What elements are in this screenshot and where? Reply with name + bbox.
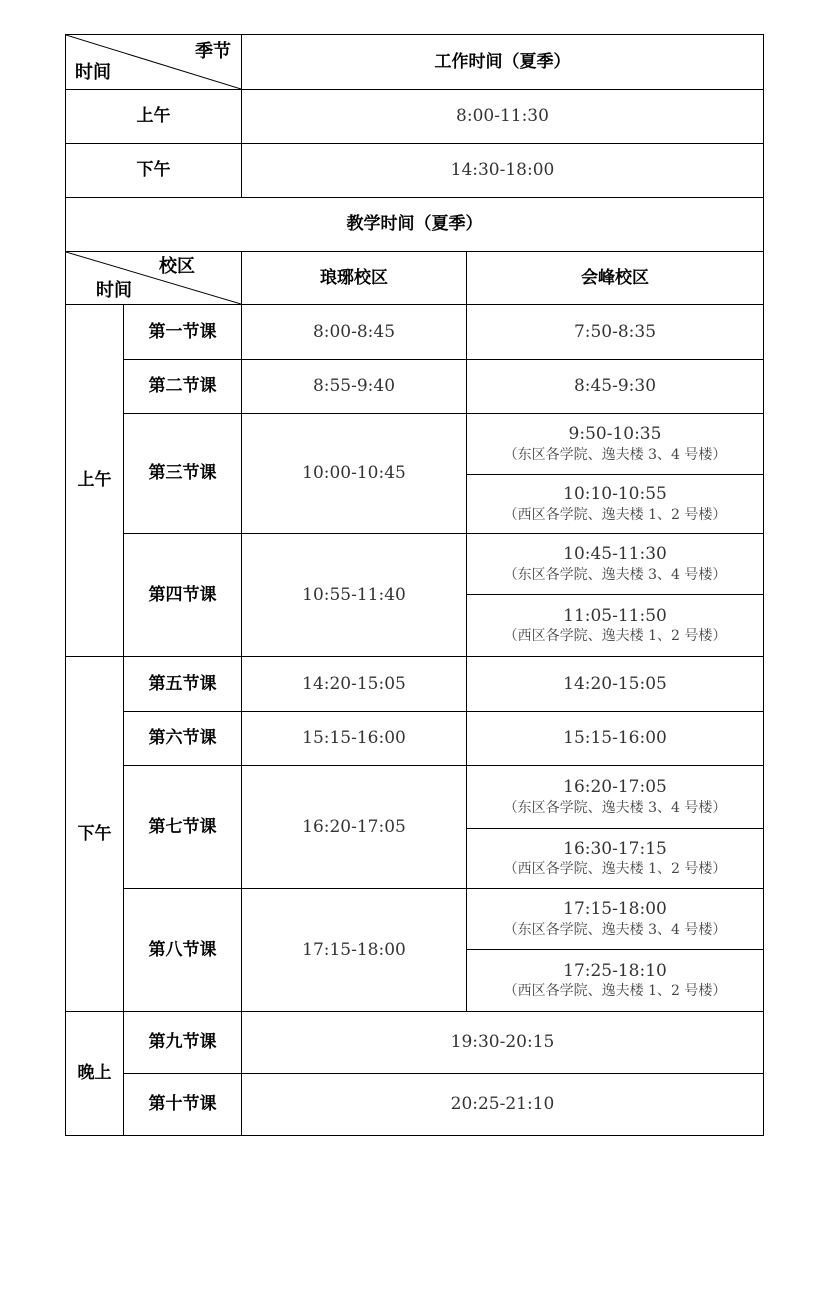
class-name: 第五节课 <box>124 657 242 712</box>
diagonal-line <box>66 252 241 304</box>
langya-time: 10:55-11:40 <box>242 534 467 657</box>
huifeng-west-time: 10:10-10:55 <box>563 484 667 505</box>
work-row-time: 14:30-18:00 <box>242 144 764 198</box>
langya-time: 17:15-18:00 <box>242 889 467 1012</box>
corner-season-label: 季节 <box>195 41 231 62</box>
huifeng-east-cell <box>467 414 764 475</box>
class-name: 第七节课 <box>124 766 242 889</box>
period-morning: 上午 <box>66 305 124 657</box>
class-row <box>66 360 764 414</box>
langya-time: 10:00-10:45 <box>242 414 467 534</box>
teaching-time-title: 教学时间（夏季） <box>66 198 764 252</box>
class-row <box>66 657 764 712</box>
class-row <box>66 889 764 950</box>
work-time-title: 工作时间（夏季） <box>242 35 764 90</box>
west-area-note: （西区各学院、逸夫楼 1、2 号楼） <box>503 983 727 1000</box>
corner-time-label: 时间 <box>96 280 132 302</box>
huifeng-west-time: 11:05-11:50 <box>563 605 667 626</box>
class-name: 第三节课 <box>124 414 242 534</box>
work-row <box>66 144 764 198</box>
huifeng-time: 14:20-15:05 <box>467 657 764 712</box>
class-name: 第十节课 <box>124 1074 242 1136</box>
huifeng-west-time: 16:30-17:15 <box>563 838 667 859</box>
huifeng-west-cell <box>467 595 764 657</box>
east-area-note: （东区各学院、逸夫楼 3、4 号楼） <box>503 799 727 816</box>
campus-huifeng-header: 会峰校区 <box>467 252 764 305</box>
huifeng-west-cell <box>467 475 764 534</box>
class-name: 第二节课 <box>124 360 242 414</box>
east-area-note: （东区各学院、逸夫楼 3、4 号楼） <box>503 921 727 938</box>
huifeng-east-cell <box>467 889 764 950</box>
class-row <box>66 712 764 766</box>
langya-time: 8:55-9:40 <box>242 360 467 414</box>
west-area-note: （西区各学院、逸夫楼 1、2 号楼） <box>503 628 727 645</box>
period-evening: 晚上 <box>66 1012 124 1136</box>
work-row-label: 下午 <box>66 144 242 198</box>
class-name: 第一节课 <box>124 305 242 360</box>
class-name: 第九节课 <box>124 1012 242 1074</box>
teach-corner-cell <box>66 252 242 305</box>
work-header-row <box>66 35 764 90</box>
west-area-note: （西区各学院、逸夫楼 1、2 号楼） <box>503 506 727 523</box>
work-row-time: 8:00-11:30 <box>242 90 764 144</box>
huifeng-east-time: 16:20-17:05 <box>563 777 667 798</box>
class-name: 第四节课 <box>124 534 242 657</box>
class-row <box>66 414 764 475</box>
corner-campus-label: 校区 <box>159 256 195 277</box>
east-area-note: （东区各学院、逸夫楼 3、4 号楼） <box>503 566 727 583</box>
teach-header-row <box>66 252 764 305</box>
huifeng-east-cell <box>467 534 764 595</box>
class-row <box>66 766 764 829</box>
huifeng-east-time: 10:45-11:30 <box>563 544 667 565</box>
huifeng-east-time: 17:15-18:00 <box>563 899 667 920</box>
huifeng-west-time: 17:25-18:10 <box>563 960 667 981</box>
langya-time: 15:15-16:00 <box>242 712 467 766</box>
class-row <box>66 305 764 360</box>
class-row <box>66 534 764 595</box>
work-corner-cell <box>66 35 242 90</box>
campus-langya-header: 琅琊校区 <box>242 252 467 305</box>
work-row-label: 上午 <box>66 90 242 144</box>
both-campus-time: 19:30-20:15 <box>242 1012 764 1074</box>
langya-time: 8:00-8:45 <box>242 305 467 360</box>
huifeng-west-cell <box>467 829 764 889</box>
class-name: 第八节课 <box>124 889 242 1012</box>
huifeng-time: 8:45-9:30 <box>467 360 764 414</box>
huifeng-time: 7:50-8:35 <box>467 305 764 360</box>
langya-time: 16:20-17:05 <box>242 766 467 889</box>
period-afternoon: 下午 <box>66 657 124 1012</box>
class-row <box>66 1074 764 1136</box>
east-area-note: （东区各学院、逸夫楼 3、4 号楼） <box>503 446 727 463</box>
langya-time: 14:20-15:05 <box>242 657 467 712</box>
both-campus-time: 20:25-21:10 <box>242 1074 764 1136</box>
class-row <box>66 1012 764 1074</box>
schedule-table <box>65 34 764 1136</box>
work-row <box>66 90 764 144</box>
huifeng-west-cell <box>467 950 764 1012</box>
corner-time-label: 时间 <box>75 62 111 84</box>
huifeng-time: 15:15-16:00 <box>467 712 764 766</box>
huifeng-east-time: 9:50-10:35 <box>568 424 662 445</box>
teach-title-row <box>66 198 764 252</box>
huifeng-east-cell <box>467 766 764 829</box>
class-name: 第六节课 <box>124 712 242 766</box>
west-area-note: （西区各学院、逸夫楼 1、2 号楼） <box>503 861 727 878</box>
